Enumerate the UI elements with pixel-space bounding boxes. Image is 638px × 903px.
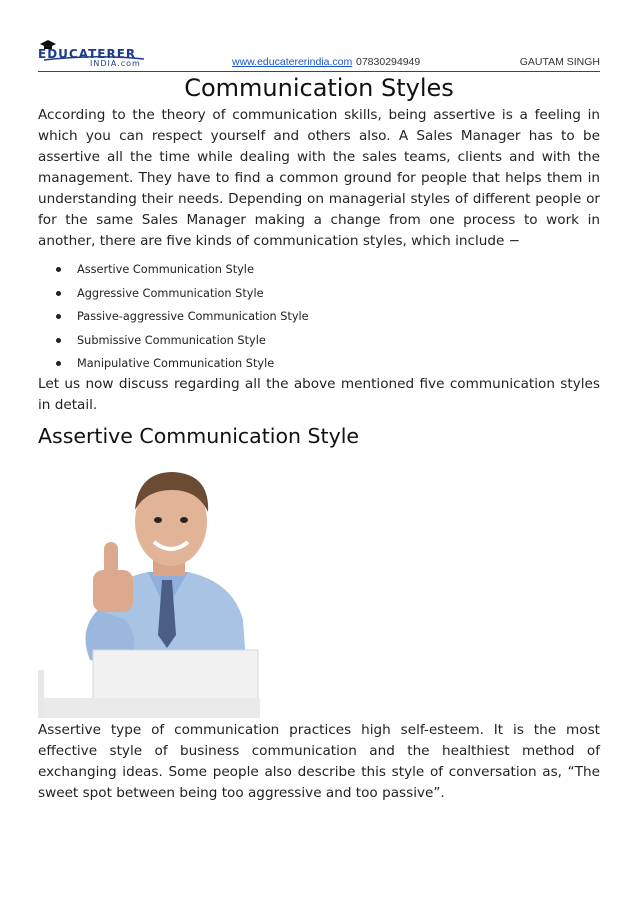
bullet-icon [56, 338, 61, 343]
bullet-icon [56, 314, 61, 319]
logo-main-text: EDUCATERER [38, 47, 137, 61]
bullet-icon [56, 361, 61, 366]
list-item [38, 329, 600, 353]
list-item-label: Submissive Communication Style [77, 333, 266, 347]
styles-list [38, 258, 600, 376]
list-item [38, 282, 600, 306]
businessman-thumbs-up-photo [38, 460, 260, 718]
list-item [38, 305, 600, 329]
header-divider [38, 71, 600, 72]
list-item [38, 352, 600, 376]
list-item-label: Assertive Communication Style [77, 263, 254, 276]
website-link[interactable]: www.educatererindia.com [232, 56, 353, 68]
list-item-label: Aggressive Communication Style [77, 286, 264, 300]
bullet-icon [56, 267, 61, 272]
businessman-illustration [38, 460, 260, 718]
discuss-paragraph: Let us now discuss regarding all the above mentioned five communication styles in detail. [38, 376, 600, 413]
phone-number: 07830294949 [356, 56, 421, 68]
list-item-label: Manipulative Communication Style [77, 357, 275, 370]
author-name: GAUTAM SINGH [519, 56, 600, 68]
educaterer-logo [38, 38, 168, 70]
section-heading: Assertive Communication Style [38, 424, 360, 448]
assertive-paragraph: Assertive type of communication practices high self-esteem. It is the most effective style of business communication and the healthiest method of exchanging ideas. Some people also describe this style of conversation as, “The sweet spot between being too aggressive and too passive”. [38, 722, 600, 801]
logo-sub-text: INDIA.com [90, 59, 141, 68]
bullet-icon [56, 291, 61, 296]
page-header [38, 38, 600, 72]
intro-paragraph: According to the theory of communication skills, being assertive is a feeling in which you can respect yourself and others also. A Sales Manager has to be assertive all the time while dealing with the sales teams, clients and with the management. They have to find a common ground for people that helps them in understanding their needs. Depending on managerial styles of different people or for the same Sales Manager making a change from one process to work in another, there are five kinds of communication styles, which include − [38, 107, 600, 249]
list-item-label: Passive-aggressive Communication Style [77, 310, 309, 323]
page-title: Communication Styles [184, 74, 454, 102]
list-item [38, 258, 600, 282]
